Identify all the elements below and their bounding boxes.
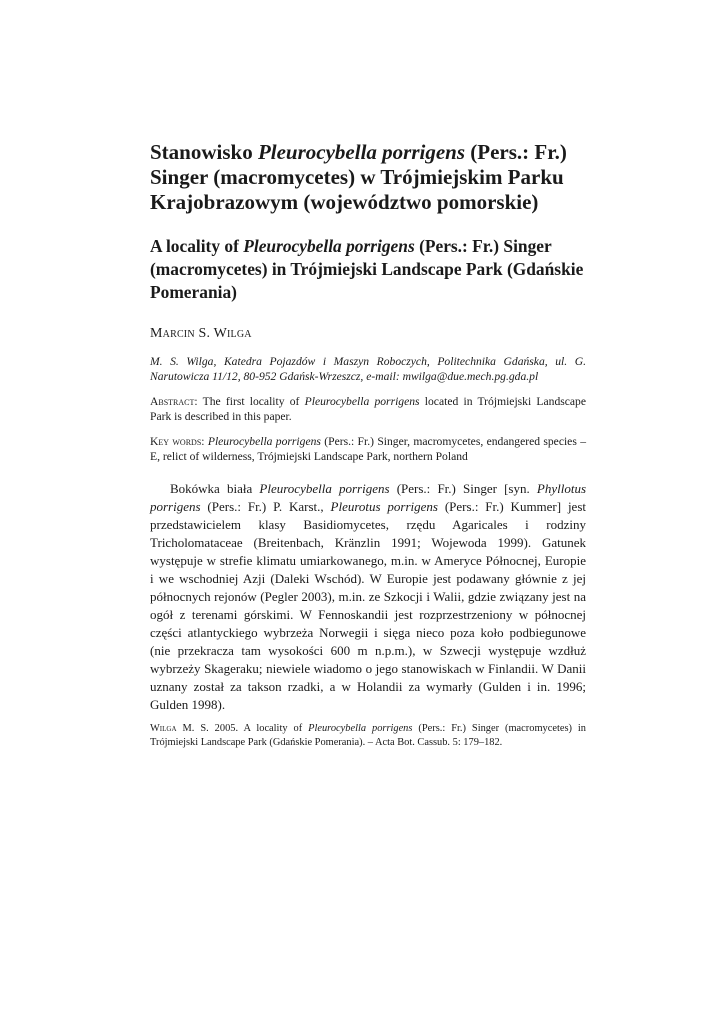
body-paragraph	[150, 480, 586, 714]
abstract-text2: located in Trójmiejski Landscape Park is described in this paper.	[150, 395, 586, 423]
title-en-species: Pleurocybella porrigens	[243, 236, 415, 256]
body-t3: (Pers.: Fr.) P. Karst.,	[200, 499, 331, 514]
title-pl-species: Pleurocybella porrigens	[257, 140, 466, 164]
abstract	[150, 394, 586, 424]
citation-t1: M. S. 2005. A locality of	[176, 723, 309, 735]
body-t4: (Pers.: Fr.) Kummer] jest przedstawicielem klasy Basidiomycetes, rzędu Agaricales i rodziny Tricholomataceae (Breitenbach, Kränzlin 1991; Wojewoda 1999). Gatunek występuje w strefie klimatu umiarkowanego, m.in. w Ameryce Północnej, Europie i we wschodniej Azji (Daleki Wschód). W Europie jest podawany głównie z jej północnych rejonów (Pegler 2003), m.in. ze Szkocji i Walii, gdzie związany jest na ogół z terenami górskimi. W Fennoskandii jest rozprzestrzeniony w północnej części atlantyckiego wybrzeża Norwegii i sięga nieco poza koło podbiegunowe (nie przekracza tam wysokości 600 m n.p.m.), w Szwecji występuje wzdłuż wybrzeży Skageraku; niewiele wiadomo o jego stanowiskach w Finlandii. W Danii uznany został za takson rzadki, a w Holandii za wymarły (Gulden i in. 1996; Gulden 1998).	[150, 499, 586, 712]
body-species-3: Pleurotus porrigens	[330, 499, 438, 514]
author-affiliation: M. S. Wilga, Katedra Pojazdów i Maszyn Roboczych, Politechnika Gdańska, ul. G. Narutowicza 11/12, 80-952 Gdańsk-Wrzeszcz, e-mail: mwilga@due.mech.pg.gda.pl	[150, 355, 586, 383]
title-pl-part1: Stanowisko	[150, 140, 258, 164]
keywords-text1: :	[201, 435, 208, 448]
keywords-species: Pleurocybella porrigens	[207, 435, 321, 448]
title-en-part2: (Pers.: Fr.) Singer (macromycetes) in Trójmiejski Landscape Park (Gdańskie Pomerania)	[150, 236, 584, 302]
citation-species: Pleurocybella porrigens	[308, 723, 413, 735]
citation-author: Wilga	[150, 723, 177, 735]
abstract-label: Abstract	[150, 395, 195, 408]
english-title	[150, 235, 586, 304]
author-name: Marcin S. Wilga	[150, 326, 252, 341]
body-species-2: Phyllotus porrigens	[150, 481, 587, 514]
citation-footer	[150, 722, 586, 750]
citation-t2: (Pers.: Fr.) Singer (macromycetes) in Trójmiejski Landscape Park (Gdańskie Pomerania). – Acta Bot. Cassub. 5: 179–182.	[150, 723, 587, 749]
title-pl-part2: (Pers.: Fr.) Singer (macromycetes) w Trójmiejskim Parku Krajobrazowym (województwo pomorskie)	[150, 140, 567, 214]
keywords-text2: (Pers.: Fr.) Singer, macromycetes, endangered species – E, relict of wilderness, Trójmiejski Landscape Park, northern Poland	[150, 435, 586, 463]
article-front-matter	[150, 140, 586, 714]
keywords	[150, 434, 586, 464]
title-en-part1: A locality of	[150, 236, 244, 256]
polish-title	[150, 140, 586, 215]
body-species-1: Pleurocybella porrigens	[259, 481, 390, 496]
keywords-label: Key words	[150, 435, 202, 448]
body-t2: (Pers.: Fr.) Singer [syn.	[389, 481, 537, 496]
abstract-text1: : The first locality of	[194, 395, 305, 408]
body-t1: Bokówka biała	[170, 481, 260, 496]
abstract-species: Pleurocybella porrigens	[304, 395, 420, 408]
